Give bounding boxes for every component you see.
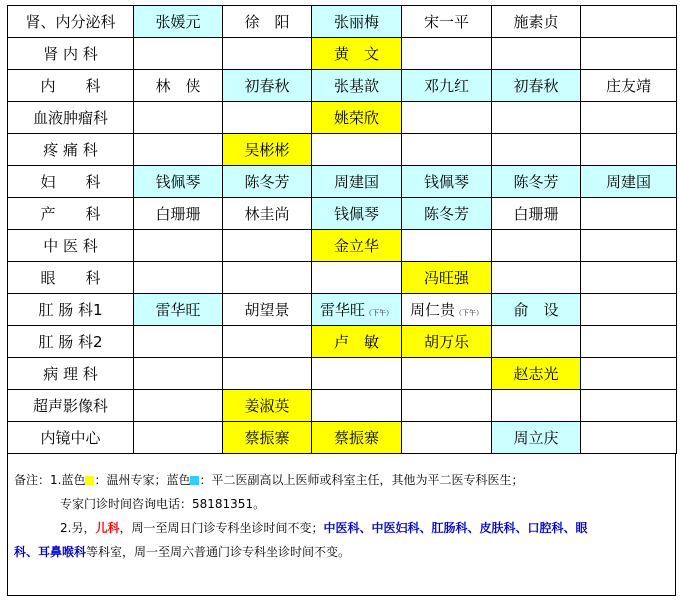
doctor-cell [492, 422, 581, 454]
doctor-name: 胡万乐 [423, 333, 469, 351]
table-row [8, 262, 677, 294]
doctor-cell [312, 102, 402, 134]
doctor-name: 周立庆 [513, 429, 559, 447]
doctor-cell [223, 326, 312, 358]
doctor-cell [581, 262, 677, 294]
department-cell: 妇 科 [8, 166, 134, 198]
doctor-name: 张基歆 [333, 77, 379, 95]
doctor-name: 卢 敏 [333, 333, 379, 351]
note-1-prefix: 备注：1.蓝色 [14, 473, 86, 487]
doctor-name: 赵志光 [513, 365, 559, 383]
doctor-cell [312, 38, 402, 70]
doctor-cell [492, 326, 581, 358]
table-row [8, 326, 677, 358]
doctor-cell [312, 70, 402, 102]
doctor-name: 钱佩琴 [155, 173, 201, 191]
doctor-cell [492, 70, 581, 102]
doctor-cell [402, 38, 492, 70]
doctor-cell [134, 358, 223, 390]
doctor-cell [223, 102, 312, 134]
doctor-cell [134, 6, 223, 38]
note-pediatrics: 儿科 [95, 521, 120, 535]
doctor-cell [134, 390, 223, 422]
doctor-name: 陈冬芳 [423, 205, 469, 223]
doctor-name: 周建国 [333, 173, 379, 191]
doctor-name: 俞 设 [513, 301, 559, 319]
doctor-cell [492, 294, 581, 326]
doctor-cell [402, 326, 492, 358]
doctor-name: 邓九红 [423, 77, 469, 95]
schedule-table [7, 5, 677, 454]
doctor-cell [492, 198, 581, 230]
doctor-cell [581, 38, 677, 70]
doctor-name: 周仁贵 [409, 301, 455, 319]
note-2-end: 等科室，周一至周六普通门诊专科坐诊时间不变。 [86, 545, 351, 559]
doctor-cell [402, 294, 492, 326]
table-row [8, 294, 677, 326]
doctor-cell [223, 38, 312, 70]
doctor-cell [312, 294, 402, 326]
doctor-cell [402, 262, 492, 294]
note-line-1 [14, 468, 669, 492]
doctor-cell [492, 230, 581, 262]
doctor-cell [134, 166, 223, 198]
table-row [8, 390, 677, 422]
doctor-name: 蔡振寨 [333, 429, 379, 447]
doctor-name: 雷华旺 [155, 301, 201, 319]
doctor-cell [402, 390, 492, 422]
doctor-cell [492, 390, 581, 422]
department-cell: 肾、内分泌科 [8, 6, 134, 38]
doctor-cell [402, 6, 492, 38]
doctor-cell [581, 422, 677, 454]
doctor-name: 林圭尚 [244, 205, 290, 223]
doctor-cell [134, 326, 223, 358]
doctor-name: 张媛元 [155, 13, 201, 31]
doctor-cell [134, 70, 223, 102]
doctor-cell [223, 390, 312, 422]
department-cell: 肾 内 科 [8, 38, 134, 70]
doctor-name: 雷华旺 [319, 301, 365, 319]
note-line-3 [14, 516, 669, 540]
doctor-cell [223, 6, 312, 38]
doctor-cell [581, 102, 677, 134]
doctor-cell [134, 422, 223, 454]
doctor-cell [134, 294, 223, 326]
doctor-cell [223, 294, 312, 326]
doctor-name: 姚荣欣 [333, 109, 379, 127]
department-cell: 肛 肠 科1 [8, 294, 134, 326]
doctor-cell [581, 326, 677, 358]
doctor-cell [581, 70, 677, 102]
doctor-cell [312, 198, 402, 230]
table-row [8, 358, 677, 390]
doctor-cell [223, 166, 312, 198]
doctor-cell [134, 198, 223, 230]
doctor-name: 金立华 [333, 237, 379, 255]
doctor-cell [223, 198, 312, 230]
doctor-cell [134, 102, 223, 134]
doctor-cell [312, 166, 402, 198]
doctor-cell [312, 6, 402, 38]
doctor-name: 施素贞 [513, 13, 559, 31]
department-cell: 眼 科 [8, 262, 134, 294]
doctor-cell [581, 6, 677, 38]
doctor-cell [134, 262, 223, 294]
doctor-cell [223, 70, 312, 102]
doctor-cell [134, 230, 223, 262]
doctor-name: 蔡振寨 [244, 429, 290, 447]
doctor-cell [402, 358, 492, 390]
doctor-cell [223, 358, 312, 390]
doctor-cell [402, 230, 492, 262]
doctor-name: 庄友靖 [605, 77, 651, 95]
department-cell: 疼 痛 科 [8, 134, 134, 166]
notes-box [7, 454, 676, 596]
doctor-cell [312, 358, 402, 390]
department-cell: 中 医 科 [8, 230, 134, 262]
doctor-cell [581, 358, 677, 390]
doctor-cell [492, 134, 581, 166]
doctor-name: 林 侠 [155, 77, 201, 95]
department-cell: 内镜中心 [8, 422, 134, 454]
doctor-cell [581, 134, 677, 166]
department-cell: 血液肿瘤科 [8, 102, 134, 134]
table-row [8, 6, 677, 38]
doctor-name: 初春秋 [513, 77, 559, 95]
doctor-cell [134, 38, 223, 70]
doctor-cell [581, 230, 677, 262]
table-row [8, 102, 677, 134]
doctor-cell [581, 390, 677, 422]
doctor-cell [312, 390, 402, 422]
doctor-cell [402, 166, 492, 198]
doctor-name: 胡望景 [244, 301, 290, 319]
doctor-name: 宋一平 [423, 13, 469, 31]
schedule-body [8, 6, 677, 454]
doctor-cell [402, 102, 492, 134]
doctor-name: 吴彬彬 [244, 141, 290, 159]
note-2-mid: ，周一至周日门诊专科坐诊时间不变； [119, 521, 324, 535]
doctor-cell [581, 294, 677, 326]
doctor-name: 钱佩琴 [333, 205, 379, 223]
doctor-cell [492, 262, 581, 294]
doctor-name: 白珊珊 [513, 205, 559, 223]
doctor-name: 黄 文 [333, 45, 379, 63]
doctor-cell [402, 134, 492, 166]
doctor-cell [312, 422, 402, 454]
table-row [8, 134, 677, 166]
doctor-name: 冯旺强 [423, 269, 469, 287]
doctor-name: 徐 阳 [244, 13, 290, 31]
doctor-cell [312, 134, 402, 166]
table-row [8, 38, 677, 70]
doctor-name: 周建国 [605, 173, 651, 191]
doctor-cell [312, 230, 402, 262]
department-cell: 肛 肠 科2 [8, 326, 134, 358]
doctor-cell [402, 198, 492, 230]
doctor-name: 姜淑英 [244, 397, 290, 415]
note-line-4 [14, 540, 669, 564]
doctor-cell [402, 70, 492, 102]
doctor-cell [312, 326, 402, 358]
doctor-cell [581, 198, 677, 230]
doctor-cell [492, 358, 581, 390]
note-depts-2: 科、耳鼻喉科 [14, 545, 87, 559]
doctor-cell [223, 230, 312, 262]
doctor-name: 陈冬芳 [513, 173, 559, 191]
doctor-name: 钱佩琴 [423, 173, 469, 191]
note-line-2 [14, 492, 669, 516]
doctor-cell [492, 6, 581, 38]
doctor-cell [402, 422, 492, 454]
doctor-name: 初春秋 [244, 77, 290, 95]
doctor-cell [223, 262, 312, 294]
doctor-name: 张丽梅 [333, 13, 379, 31]
table-row [8, 166, 677, 198]
doctor-name: 陈冬芳 [244, 173, 290, 191]
afternoon-note: （下午） [365, 309, 393, 317]
doctor-name: 白珊珊 [155, 205, 201, 223]
department-cell: 病 理 科 [8, 358, 134, 390]
doctor-cell [492, 166, 581, 198]
department-cell: 内 科 [8, 70, 134, 102]
doctor-cell [223, 134, 312, 166]
doctor-cell [134, 134, 223, 166]
table-row [8, 70, 677, 102]
doctor-cell [223, 422, 312, 454]
doctor-cell [312, 262, 402, 294]
note-1-mid: ：温州专家；蓝色 [94, 473, 191, 487]
table-row [8, 422, 677, 454]
doctor-cell [492, 102, 581, 134]
table-row [8, 230, 677, 262]
note-1-end: ：平二医副高以上医师或科室主任，其他为平二医专科医生； [199, 473, 524, 487]
note-2-prefix: 2.另， [60, 521, 96, 535]
afternoon-note: （下午） [455, 309, 483, 317]
note-phone: 专家门诊时间咨询电话：58181351。 [60, 497, 266, 511]
note-depts-1: 中医科、中医妇科、肛肠科、皮肤科、口腔科、眼 [323, 521, 588, 535]
table-row [8, 198, 677, 230]
department-cell: 超声影像科 [8, 390, 134, 422]
department-cell: 产 科 [8, 198, 134, 230]
doctor-cell [581, 166, 677, 198]
doctor-cell [492, 38, 581, 70]
